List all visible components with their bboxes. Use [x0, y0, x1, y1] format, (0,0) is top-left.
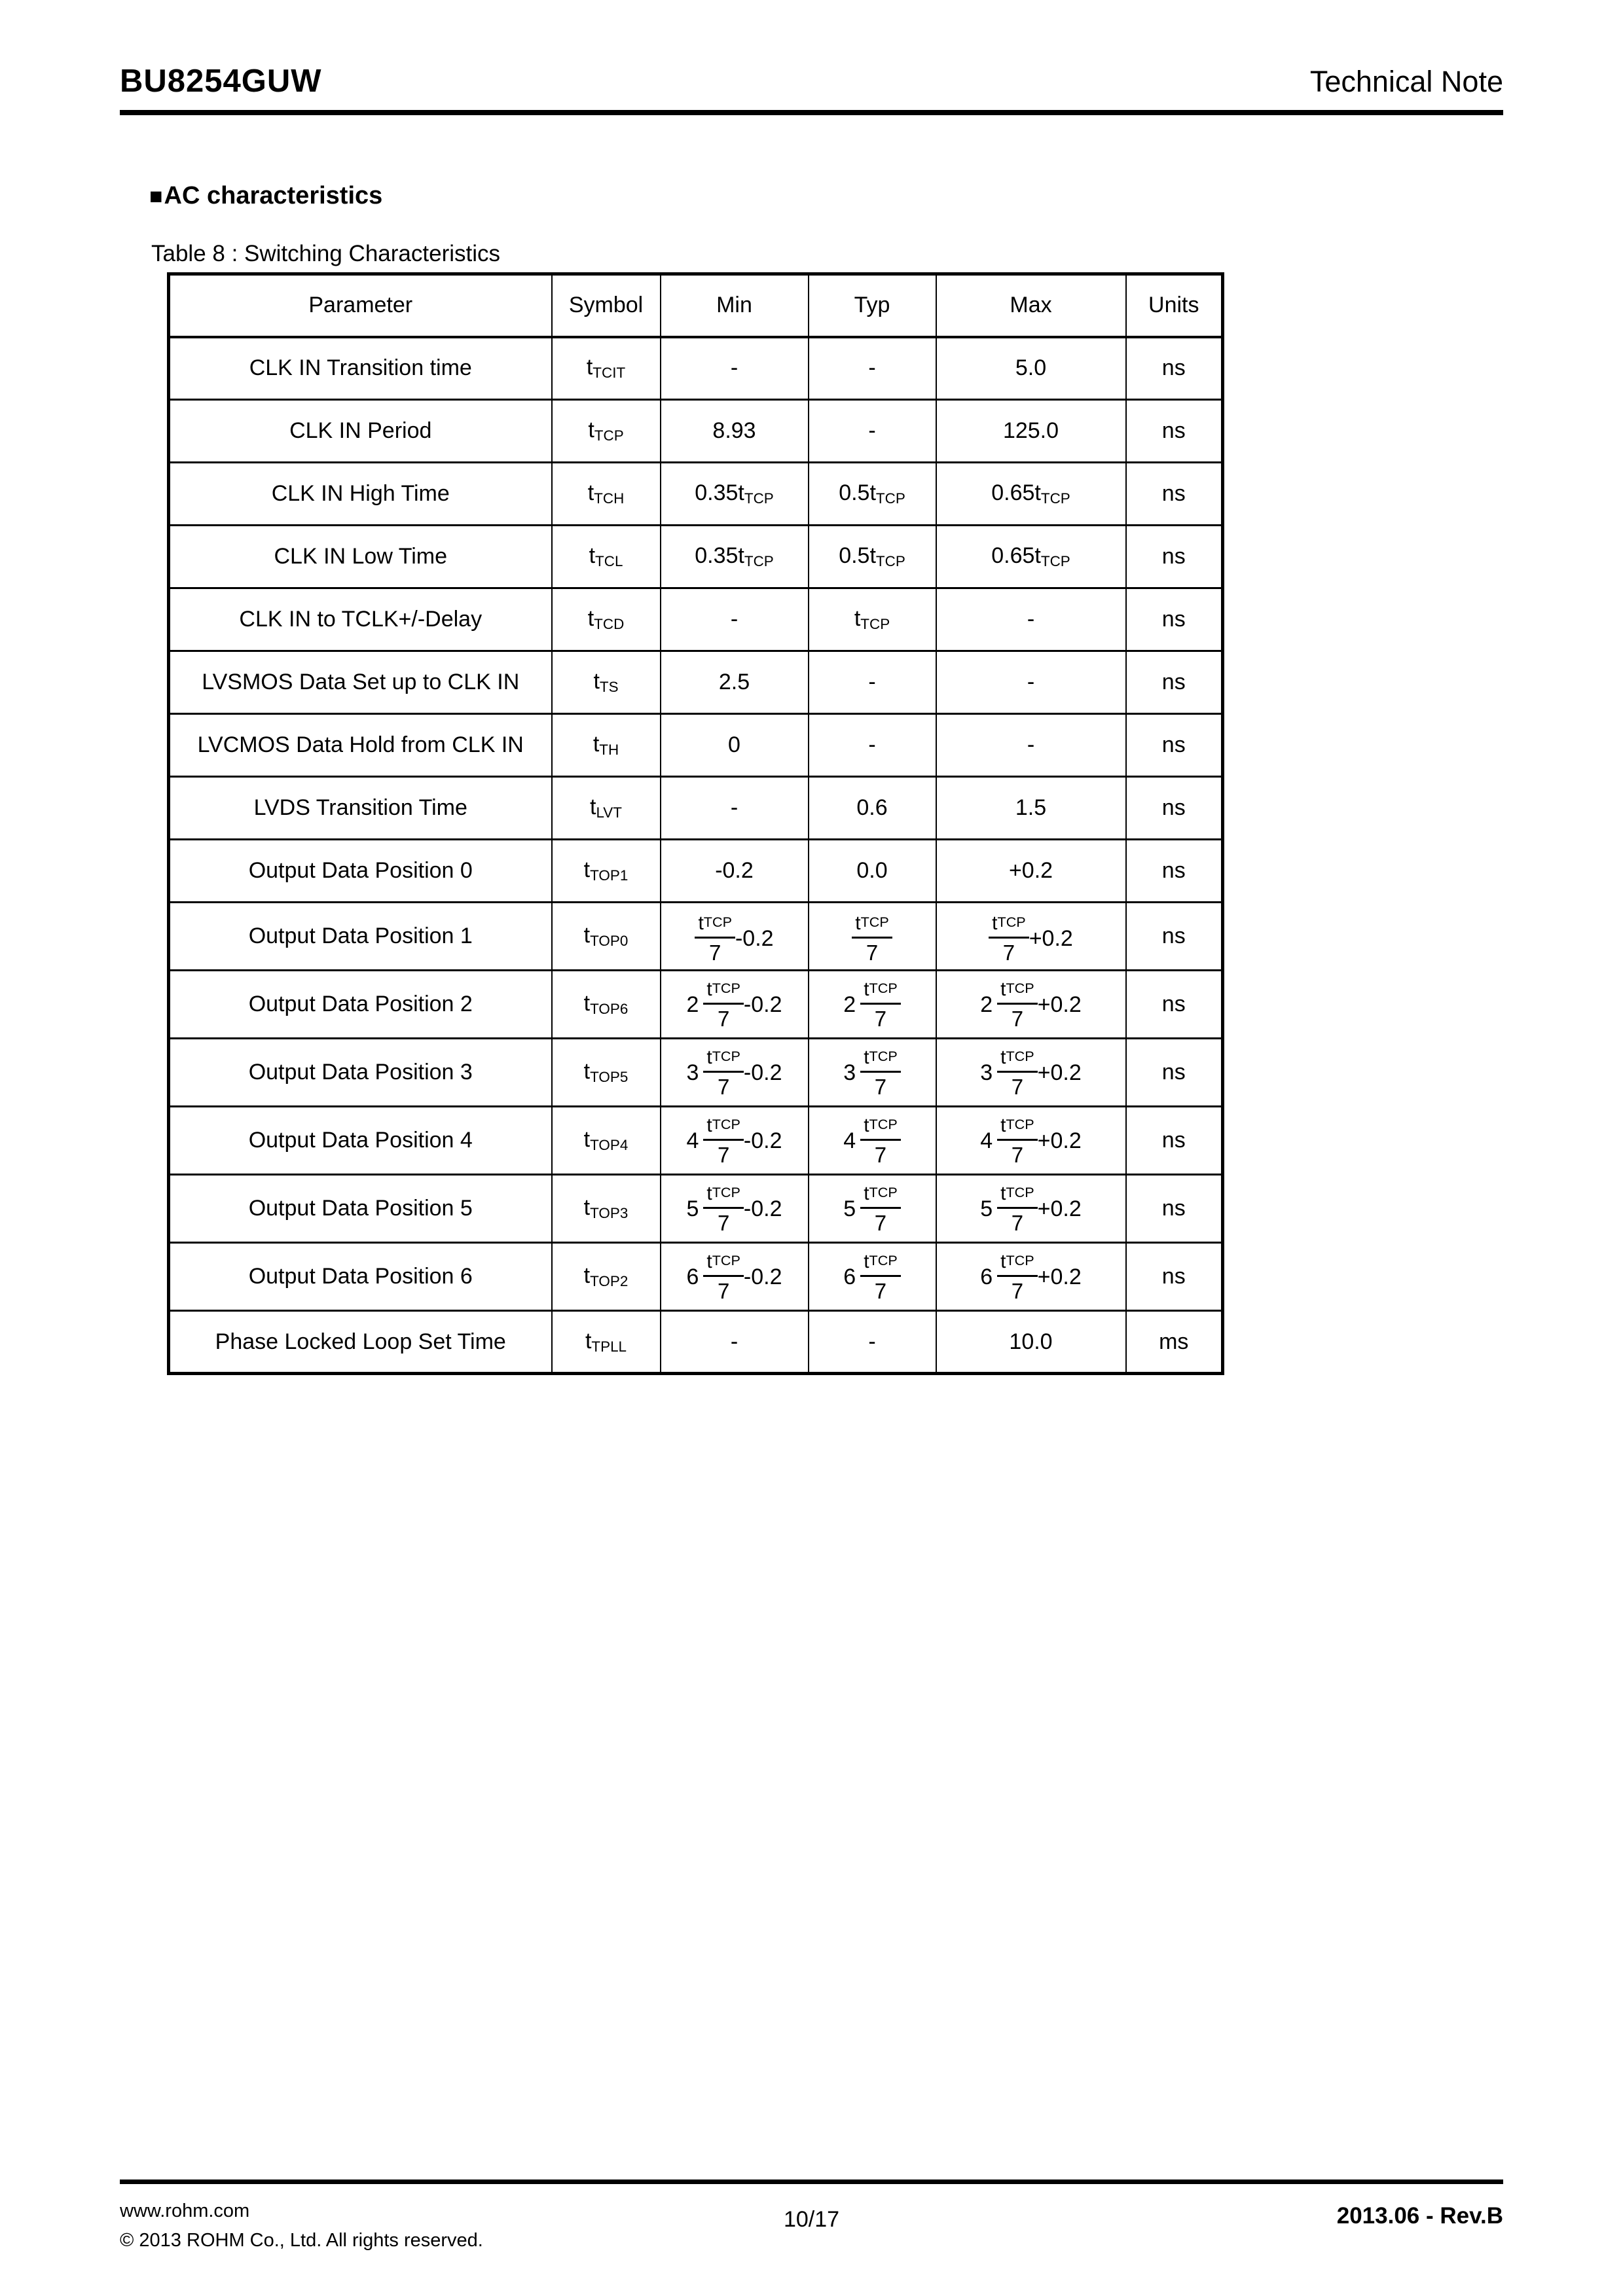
table-row [169, 840, 1223, 903]
cell-typ: $t_{TCP}$ [809, 588, 936, 651]
cell-symbol: $t_{TOP1}$ [552, 840, 661, 903]
cell-param: CLK IN Period [169, 400, 552, 463]
subscript: TCP [712, 1115, 740, 1132]
cell-param: CLK IN Low Time [169, 526, 552, 588]
fraction: $\frac{\text{tTCP}}{7}$ [852, 914, 892, 963]
subscript: TCD [594, 615, 625, 632]
cell-max: 125.0 [936, 400, 1126, 463]
table-row [169, 714, 1223, 777]
cell-typ: 6 $\frac{\text{tTCP}}{7}$ [809, 1243, 936, 1311]
cell-param: CLK IN Transition time [169, 337, 552, 400]
cell-param: Output Data Position 2 [169, 971, 552, 1039]
fraction: $\frac{\text{tTCP}}{7}$ [860, 1048, 901, 1098]
subscript: TCP [869, 1183, 898, 1200]
fraction: $\frac{\text{tTCP}}{7}$ [860, 1116, 901, 1166]
cell-units: ns [1126, 400, 1223, 463]
cell-symbol: $t_{TOP0}$ [552, 903, 661, 971]
subscript: TOP2 [590, 1272, 629, 1289]
section-heading [149, 182, 382, 210]
table-row [169, 1311, 1223, 1374]
cell-typ: $0.5t_{TCP}$ [809, 463, 936, 526]
cell-param: Output Data Position 1 [169, 903, 552, 971]
subscript: TCP [875, 490, 905, 507]
subscript: TCP [1006, 1251, 1034, 1268]
subscript: TOP3 [590, 1204, 629, 1221]
fraction: $\frac{\text{tTCP}}{7}$ [997, 1048, 1038, 1098]
subscript: TCP [869, 1047, 898, 1064]
cell-min: - [661, 777, 809, 840]
cell-max: $\frac{\text{tTCP}}{7}$ +0.2 [936, 903, 1126, 971]
table-caption: Table 8 : Switching Characteristics [151, 241, 500, 266]
fraction: $\frac{\text{tTCP}}{7}$ [695, 914, 735, 963]
subscript: TCP [712, 1183, 740, 1200]
cell-max: $0.65t_{TCP}$ [936, 526, 1126, 588]
cell-param: Phase Locked Loop Set Time [169, 1311, 552, 1374]
cell-max: - [936, 588, 1126, 651]
cell-units: ns [1126, 337, 1223, 400]
subscript: TCP [1006, 979, 1034, 996]
subscript: TCP [712, 1251, 740, 1268]
subscript: TCP [712, 979, 740, 996]
cell-max: - [936, 714, 1126, 777]
fraction: $\frac{\text{tTCP}}{7}$ [703, 1184, 744, 1234]
footer-divider [120, 2179, 1503, 2184]
cell-min: 2 $\frac{\text{tTCP}}{7}$ -0.2 [661, 971, 809, 1039]
cell-symbol: $t_{TOP4}$ [552, 1107, 661, 1175]
fraction: $\frac{\text{tTCP}}{7}$ [703, 1048, 744, 1098]
subscript: TCP [744, 490, 774, 507]
cell-param: Output Data Position 5 [169, 1175, 552, 1243]
cell-units: ns [1126, 840, 1223, 903]
page-footer [120, 2197, 1503, 2255]
cell-min: - [661, 1311, 809, 1374]
cell-units: ns [1126, 777, 1223, 840]
fraction: $\frac{\text{tTCP}}{7}$ [703, 1116, 744, 1166]
cell-min: 8.93 [661, 400, 809, 463]
cell-max: 6 $\frac{\text{tTCP}}{7}$ +0.2 [936, 1243, 1126, 1311]
cell-symbol: $t_{TOP5}$ [552, 1039, 661, 1107]
cell-min: - [661, 588, 809, 651]
subscript: TCP [869, 979, 898, 996]
cell-param: Output Data Position 4 [169, 1107, 552, 1175]
cell-symbol: $t_{LVT}$ [552, 777, 661, 840]
footer-website: www.rohm.com [120, 2200, 250, 2221]
fraction: $\frac{\text{tTCP}}{7}$ [997, 1252, 1038, 1302]
table-row [169, 588, 1223, 651]
cell-units: ns [1126, 588, 1223, 651]
subscript: TCP [1040, 490, 1070, 507]
header-divider [120, 110, 1503, 115]
cell-symbol: $t_{TOP3}$ [552, 1175, 661, 1243]
subscript: TCP [869, 1115, 898, 1132]
cell-typ: - [809, 1311, 936, 1374]
cell-symbol: $t_{TH}$ [552, 714, 661, 777]
cell-symbol: $t_{TPLL}$ [552, 1311, 661, 1374]
subscript: TCP [875, 552, 905, 569]
footer-copyright: © 2013 ROHM Co., Ltd. All rights reserved. [120, 2229, 483, 2251]
cell-param: LVSMOS Data Set up to CLK IN [169, 651, 552, 714]
cell-typ: - [809, 714, 936, 777]
cell-symbol: $t_{TCP}$ [552, 400, 661, 463]
cell-units: ns [1126, 526, 1223, 588]
cell-units: ns [1126, 1107, 1223, 1175]
subscript: TCH [594, 490, 625, 507]
table-row [169, 337, 1223, 400]
column-header-min: Min [661, 274, 809, 337]
cell-param: Output Data Position 3 [169, 1039, 552, 1107]
column-header-symbol: Symbol [552, 274, 661, 337]
column-header-units: Units [1126, 274, 1223, 337]
cell-symbol: $t_{TCL}$ [552, 526, 661, 588]
cell-symbol: $t_{TCIT}$ [552, 337, 661, 400]
table-row [169, 1175, 1223, 1243]
cell-min: 2.5 [661, 651, 809, 714]
column-header-typ: Typ [809, 274, 936, 337]
cell-units: ns [1126, 651, 1223, 714]
subscript: TCL [595, 552, 623, 569]
fraction: $\frac{\text{tTCP}}{7}$ [997, 1184, 1038, 1234]
cell-units: ns [1126, 463, 1223, 526]
table-row [169, 400, 1223, 463]
cell-symbol: $t_{TCH}$ [552, 463, 661, 526]
subscript: TCP [703, 913, 732, 930]
cell-typ: 3 $\frac{\text{tTCP}}{7}$ [809, 1039, 936, 1107]
fraction: $\frac{\text{tTCP}}{7}$ [703, 980, 744, 1030]
subscript: TOP6 [590, 1000, 629, 1017]
square-bullet-icon: ■ [149, 184, 163, 209]
subscript: TCIT [593, 365, 626, 382]
cell-typ: - [809, 651, 936, 714]
table-header-row [169, 274, 1223, 337]
cell-symbol: $t_{TS}$ [552, 651, 661, 714]
table-row [169, 463, 1223, 526]
cell-param: LVDS Transition Time [169, 777, 552, 840]
cell-max: 5 $\frac{\text{tTCP}}{7}$ +0.2 [936, 1175, 1126, 1243]
cell-min: $0.35t_{TCP}$ [661, 463, 809, 526]
cell-typ: 0.0 [809, 840, 936, 903]
table-row [169, 777, 1223, 840]
subscript: TCP [1040, 552, 1070, 569]
subscript: TCP [1006, 1115, 1034, 1132]
page-header [120, 63, 1503, 99]
page-number: 10/17 [783, 2207, 840, 2232]
footer-left [120, 2197, 581, 2255]
cell-max: - [936, 651, 1126, 714]
cell-max: 2 $\frac{\text{tTCP}}{7}$ +0.2 [936, 971, 1126, 1039]
cell-max: 10.0 [936, 1311, 1126, 1374]
subscript: TCP [744, 552, 774, 569]
cell-typ: 0.6 [809, 777, 936, 840]
cell-max: 4 $\frac{\text{tTCP}}{7}$ +0.2 [936, 1107, 1126, 1175]
cell-max: $0.65t_{TCP}$ [936, 463, 1126, 526]
cell-min: - [661, 337, 809, 400]
subscript: TCP [1006, 1047, 1034, 1064]
cell-units: ns [1126, 714, 1223, 777]
fraction: $\frac{\text{tTCP}}{7}$ [989, 914, 1029, 963]
cell-units: ns [1126, 1175, 1223, 1243]
cell-units: ns [1126, 1243, 1223, 1311]
cell-symbol: $t_{TOP2}$ [552, 1243, 661, 1311]
document-type-label: Technical Note [1309, 65, 1503, 98]
table-row [169, 903, 1223, 971]
cell-units: ms [1126, 1311, 1223, 1374]
product-title: BU8254GUW [120, 63, 322, 99]
cell-typ: 4 $\frac{\text{tTCP}}{7}$ [809, 1107, 936, 1175]
subscript: TOP5 [590, 1068, 629, 1085]
subscript: TCP [712, 1047, 740, 1064]
table-row [169, 971, 1223, 1039]
table-row [169, 1107, 1223, 1175]
cell-typ: - [809, 337, 936, 400]
cell-typ: 2 $\frac{\text{tTCP}}{7}$ [809, 971, 936, 1039]
table-row [169, 1243, 1223, 1311]
cell-typ [809, 903, 936, 971]
subscript: LVT [596, 804, 622, 821]
fraction: $\frac{\text{tTCP}}{7}$ [997, 980, 1038, 1030]
cell-min: $0.35t_{TCP}$ [661, 526, 809, 588]
subscript: TCP [860, 913, 889, 930]
subscript: TS [599, 678, 619, 695]
subscript: TOP0 [590, 932, 629, 949]
cell-param: CLK IN to TCLK+/-Delay [169, 588, 552, 651]
fraction: $\frac{\text{tTCP}}{7}$ [997, 1116, 1038, 1166]
section-title: AC characteristics [164, 182, 383, 209]
subscript: TCP [1006, 1183, 1034, 1200]
cell-min: 6 $\frac{\text{tTCP}}{7}$ -0.2 [661, 1243, 809, 1311]
cell-symbol: $t_{TOP6}$ [552, 971, 661, 1039]
subscript: TCP [594, 427, 624, 444]
footer-revision: 2013.06 - Rev.B [1336, 2203, 1503, 2229]
switching-characteristics-table [167, 272, 1224, 1375]
cell-typ: - [809, 400, 936, 463]
cell-min: 0 [661, 714, 809, 777]
cell-max: 5.0 [936, 337, 1126, 400]
subscript: TCP [869, 1251, 898, 1268]
fraction: $\frac{\text{tTCP}}{7}$ [703, 1252, 744, 1302]
cell-max: 3 $\frac{\text{tTCP}}{7}$ +0.2 [936, 1039, 1126, 1107]
cell-min: 4 $\frac{\text{tTCP}}{7}$ -0.2 [661, 1107, 809, 1175]
cell-param: Output Data Position 0 [169, 840, 552, 903]
subscript: TH [599, 741, 619, 758]
cell-min: $\frac{\text{tTCP}}{7}$ -0.2 [661, 903, 809, 971]
cell-max: +0.2 [936, 840, 1126, 903]
subscript: TOP1 [590, 867, 629, 884]
cell-min: -0.2 [661, 840, 809, 903]
subscript: TCP [860, 615, 890, 632]
fraction: $\frac{\text{tTCP}}{7}$ [860, 1184, 901, 1234]
cell-min: 3 $\frac{\text{tTCP}}{7}$ -0.2 [661, 1039, 809, 1107]
fraction: $\frac{\text{tTCP}}{7}$ [860, 1252, 901, 1302]
table-row [169, 651, 1223, 714]
column-header-parameter: Parameter [169, 274, 552, 337]
cell-param: LVCMOS Data Hold from CLK IN [169, 714, 552, 777]
cell-units: ns [1126, 971, 1223, 1039]
cell-units: ns [1126, 903, 1223, 971]
subscript: TPLL [591, 1338, 627, 1355]
table-row [169, 1039, 1223, 1107]
column-header-max: Max [936, 274, 1126, 337]
table-row [169, 526, 1223, 588]
cell-max: 1.5 [936, 777, 1126, 840]
cell-param: CLK IN High Time [169, 463, 552, 526]
cell-symbol: $t_{TCD}$ [552, 588, 661, 651]
cell-min: 5 $\frac{\text{tTCP}}{7}$ -0.2 [661, 1175, 809, 1243]
subscript: TCP [997, 913, 1026, 930]
fraction: $\frac{\text{tTCP}}{7}$ [860, 980, 901, 1030]
subscript: TOP4 [590, 1136, 629, 1153]
cell-units: ns [1126, 1039, 1223, 1107]
cell-param: Output Data Position 6 [169, 1243, 552, 1311]
cell-typ: 5 $\frac{\text{tTCP}}{7}$ [809, 1175, 936, 1243]
cell-typ: $0.5t_{TCP}$ [809, 526, 936, 588]
